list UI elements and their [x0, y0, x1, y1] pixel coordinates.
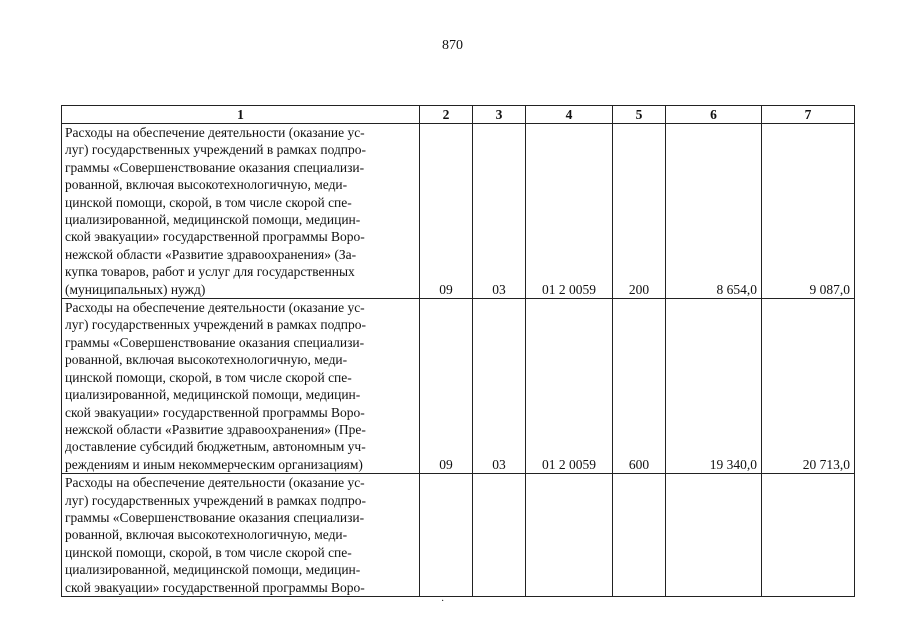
cell-section: [420, 474, 473, 597]
cell-expense-type: 600: [613, 299, 666, 474]
cell-amount-7: 9 087,0: [762, 124, 855, 299]
column-header: 6: [666, 106, 762, 124]
cell-amount-6: 19 340,0: [666, 299, 762, 474]
cell-target-article: 01 2 0059: [526, 299, 613, 474]
scan-speck: ·: [441, 596, 445, 607]
description-line: ской эвакуации» государственной программы Воро-: [65, 229, 365, 245]
description-line: рованной, включая высокотехнологичную, меди-: [65, 177, 348, 193]
cell-target-article: 01 2 0059: [526, 124, 613, 299]
description-line: циализированной, медицинской помощи, медицин-: [65, 562, 361, 578]
description-line: купка товаров, работ и услуг для государственных: [65, 264, 355, 280]
description-line: нежской области «Развитие здравоохранения» (За-: [65, 246, 357, 262]
page-number: 870: [442, 38, 463, 53]
cell-target-article: [526, 474, 613, 597]
cell-amount-6: 8 654,0: [666, 124, 762, 299]
column-header: 3: [473, 106, 526, 124]
cell-amount-7: 20 713,0: [762, 299, 855, 474]
description-line: циализированной, медицинской помощи, медицин-: [65, 212, 361, 228]
description-line: луг) государственных учреждений в рамках подпро-: [65, 317, 367, 333]
description-line: цинской помощи, скорой, в том числе скорой спе-: [65, 194, 352, 210]
description-line: цинской помощи, скорой, в том числе скорой спе-: [65, 369, 352, 385]
cell-expense-type: 200: [613, 124, 666, 299]
header-row: [62, 106, 855, 124]
row-description: [62, 474, 420, 597]
description-line: (муниципальных) нужд): [65, 281, 206, 297]
column-header: 1: [62, 106, 420, 124]
description-line: луг) государственных учреждений в рамках подпро-: [65, 142, 367, 158]
row-description: [62, 124, 420, 299]
cell-section: 09: [420, 299, 473, 474]
table-row: [62, 474, 855, 597]
table-row: [62, 124, 855, 299]
column-header: 7: [762, 106, 855, 124]
cell-expense-type: [613, 474, 666, 597]
description-line: Расходы на обеспечение деятельности (оказание ус-: [65, 125, 365, 140]
column-header: 2: [420, 106, 473, 124]
description-line: граммы «Совершенствование оказания специализи-: [65, 509, 365, 525]
description-line: ской эвакуации» государственной программы Воро-: [65, 579, 365, 595]
description-line: Расходы на обеспечение деятельности (оказание ус-: [65, 475, 365, 491]
description-line: луг) государственных учреждений в рамках подпро-: [65, 492, 367, 508]
budget-table: [61, 105, 855, 597]
column-header: 5: [613, 106, 666, 124]
cell-subsection: 03: [473, 299, 526, 474]
description-line: реждениям и иным некоммерческим организациям): [65, 456, 363, 472]
cell-amount-6: [666, 474, 762, 597]
description-line: доставление субсидий бюджетным, автономным уч-: [65, 439, 366, 455]
table-row: [62, 299, 855, 474]
cell-subsection: [473, 474, 526, 597]
description-line: ской эвакуации» государственной программы Воро-: [65, 404, 365, 420]
cell-section: 09: [420, 124, 473, 299]
description-line: Расходы на обеспечение деятельности (оказание ус-: [65, 300, 365, 316]
cell-subsection: 03: [473, 124, 526, 299]
description-line: рованной, включая высокотехнологичную, меди-: [65, 352, 348, 368]
description-line: граммы «Совершенствование оказания специализи-: [65, 334, 365, 350]
description-line: циализированной, медицинской помощи, медицин-: [65, 387, 361, 403]
description-line: нежской области «Развитие здравоохранения» (Пре-: [65, 421, 366, 437]
description-line: граммы «Совершенствование оказания специализи-: [65, 159, 365, 175]
description-line: цинской помощи, скорой, в том числе скорой спе-: [65, 544, 352, 560]
cell-amount-7: [762, 474, 855, 597]
row-description: [62, 299, 420, 474]
column-header: 4: [526, 106, 613, 124]
description-line: рованной, включая высокотехнологичную, меди-: [65, 527, 348, 543]
